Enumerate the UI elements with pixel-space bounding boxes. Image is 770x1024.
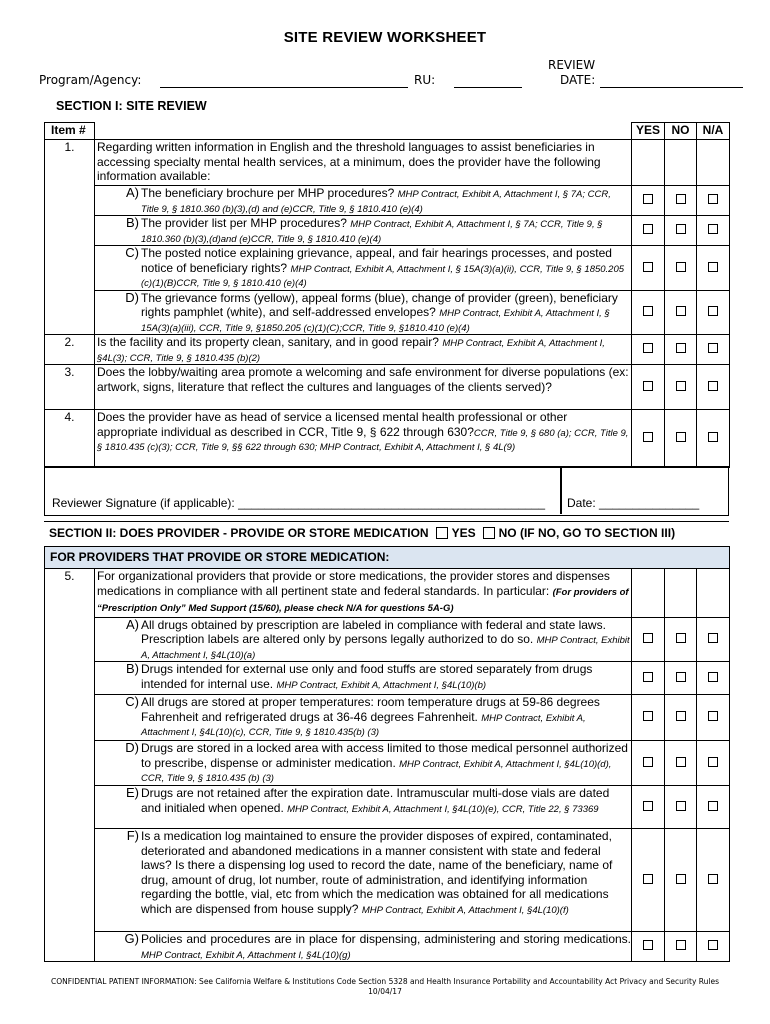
ru-field[interactable]: [454, 73, 522, 88]
date-label: DATE:: [560, 73, 596, 87]
divider: [44, 521, 729, 522]
q1d-ref: MHP Contract, Exhibit A, Attachment I, § 15A(3)(a)(iii), CCR, Title 9, §1850.205 (c)(1)(C);CCR, Title 9, §1810.410 (e)(4): [141, 308, 610, 334]
section2-no-label: NO (IF NO, GO TO SECTION III): [498, 526, 676, 540]
q1a-letter: A): [126, 185, 139, 200]
q1d-no-checkbox[interactable]: [676, 306, 686, 316]
q1-text: Regarding written information in English and the threshold languages to assist beneficiaries in accessing specialty mental health services, at a minimum, does the provider have the following information available:: [95, 140, 632, 186]
reviewer-signature-line[interactable]: Reviewer Signature (if applicable): ______________________________________________: [52, 496, 546, 510]
q5g-na-checkbox[interactable]: [708, 940, 718, 950]
section1-table: [44, 122, 730, 468]
q5g-row: [95, 932, 632, 962]
q2-yes-checkbox[interactable]: [643, 343, 653, 353]
q1a-text: The beneficiary brochure per MHP procedures?: [141, 186, 395, 200]
q4-number: 4.: [45, 410, 95, 468]
q4-yes-checkbox[interactable]: [643, 432, 653, 442]
q5e-row: [95, 786, 632, 829]
q5b-row: [95, 662, 632, 695]
q1b-na-checkbox[interactable]: [708, 224, 718, 234]
section2-heading: [49, 526, 675, 540]
q4-no-checkbox[interactable]: [676, 432, 686, 442]
q4-na-checkbox[interactable]: [708, 432, 718, 442]
q5-row: [95, 569, 632, 618]
q5f-letter: F): [126, 828, 139, 843]
q2-text: Is the facility and its property clean, sanitary, and in good repair?: [97, 335, 439, 349]
q5e-na-checkbox[interactable]: [708, 801, 718, 811]
q5b-text: Drugs intended for external use only and food stuffs are stored separately from drugs intended for internal use.: [141, 662, 593, 691]
q1d-row: [95, 290, 632, 335]
q5f-text: Is a medication log maintained to ensure the provider disposes of expired, contaminated, deteriorated and abandoned medications in a manner consistent with state and federal laws? Is there a dispensing log used to record the date, name of the beneficiary, name of drug, amount of drug, lot number, route of administration, and identifying information regarding the bottle, vial, etc from which the medication was obtained for all medications which are dispensed from house supply?: [141, 829, 613, 916]
q5a-yes-checkbox[interactable]: [643, 633, 653, 643]
q5d-na-checkbox[interactable]: [708, 757, 718, 767]
program-field[interactable]: [160, 73, 408, 88]
q1b-text: The provider list per MHP procedures?: [141, 216, 347, 230]
q5g-ref: MHP Contract, Exhibit A, Attachment I, §4L(10)(g): [141, 949, 351, 961]
col-no-header: NO: [665, 123, 697, 140]
q1b-ref: MHP Contract, Exhibit A, Attachment I, § 7A; CCR, Title 9, § 1810.360 (b)(3),(d)and (e)CCR, Title 9, § 1810.410 (e)(4): [141, 219, 603, 245]
q3-number: 3.: [45, 365, 95, 410]
q4-ref: CCR, Title 9, § 680 (a); CCR, Title 9, § 1810.435 (c)(3); CCR, Title 9, §§ 622 through 630; MHP Contract, Exhibit A, Attachment I, § 4L(9): [97, 427, 629, 453]
q5f-ref: MHP Contract, Exhibit A, Attachment I, §4L(10)(f): [361, 904, 569, 916]
q5c-row: [95, 695, 632, 741]
q1b-letter: B): [126, 215, 139, 230]
q1a-na-checkbox[interactable]: [708, 194, 718, 204]
q1b-yes-checkbox[interactable]: [643, 224, 653, 234]
section2-yes-checkbox[interactable]: [436, 527, 448, 539]
q5d-no-checkbox[interactable]: [676, 757, 686, 767]
q2-number: 2.: [45, 335, 95, 365]
footer-confidential: CONFIDENTIAL PATIENT INFORMATION: See California Welfare & Institutions Code Section 5328 and Health Insurance Portability and Accountability Act Privacy and Security Rules: [50, 977, 720, 986]
q1b-row: [95, 216, 632, 246]
q1c-row: [95, 246, 632, 291]
q5e-letter: E): [126, 785, 139, 800]
q1d-letter: D): [125, 289, 139, 305]
q5d-letter: D): [125, 740, 139, 755]
q5b-ref: MHP Contract, Exhibit A, Attachment I, §4L(10)(b): [276, 679, 487, 691]
section2-yes-label: YES: [451, 526, 476, 540]
col-na-header: N/A: [697, 123, 730, 140]
q1c-no-checkbox[interactable]: [676, 262, 686, 272]
q5e-no-checkbox[interactable]: [676, 801, 686, 811]
q1a-ref: MHP Contract, Exhibit A, Attachment I, § 7A; CCR, Title 9, § 1810.360 (b)(3),(d) and (e)CCR, Title 9, § 1810.410 (e)(4): [141, 189, 611, 215]
q5b-no-checkbox[interactable]: [676, 672, 686, 682]
q2-row: [95, 335, 632, 365]
q5d-row: [95, 741, 632, 786]
q5c-no-checkbox[interactable]: [676, 711, 686, 721]
q5b-yes-checkbox[interactable]: [643, 672, 653, 682]
q1c-text: The posted notice explaining grievance, appeal, and fair hearings processes, and posted notice of beneficiary rights?: [141, 246, 612, 275]
q5c-letter: C): [125, 694, 139, 709]
q5a-row: [95, 617, 632, 662]
col-yes-header: YES: [632, 123, 665, 140]
q1a-yes-checkbox[interactable]: [643, 194, 653, 204]
q5g-yes-checkbox[interactable]: [643, 940, 653, 950]
section2-heading-text: SECTION II: DOES PROVIDER - PROVIDE OR STORE MEDICATION: [49, 526, 429, 540]
q5g-letter: G): [124, 931, 139, 946]
signature-box: [44, 466, 729, 516]
section2-no-checkbox[interactable]: [483, 527, 495, 539]
q5c-na-checkbox[interactable]: [708, 711, 718, 721]
q5-note: (For providers of “Prescription Only” Med Support (15/60), please check N/A for questions 5A-G): [97, 586, 629, 614]
q5f-yes-checkbox[interactable]: [643, 874, 653, 884]
q3-na-checkbox[interactable]: [708, 381, 718, 391]
q1d-text: The grievance forms (yellow), appeal forms (blue), change of provider (green), beneficiary rights pamphlet (white), and self-addressed envelopes?: [141, 290, 618, 319]
medication-bar: FOR PROVIDERS THAT PROVIDE OR STORE MEDICATION:: [45, 547, 730, 569]
q3-no-checkbox[interactable]: [676, 381, 686, 391]
q1c-yes-checkbox[interactable]: [643, 262, 653, 272]
q5f-row: [95, 829, 632, 932]
q1a-row: [95, 186, 632, 216]
q3-text: Does the lobby/waiting area promote a welcoming and safe environment for diverse populations (ex: artwork, signs, literature that reflect the cultures and languages of the clients served)?: [95, 365, 632, 410]
q5-text: For organizational providers that provide or store medications, the provider stores and dispenses medications in compliance with all pertinent state and federal standards. In particular:: [97, 569, 610, 598]
q1d-na-checkbox[interactable]: [708, 306, 718, 316]
q5g-no-checkbox[interactable]: [676, 940, 686, 950]
date-field[interactable]: [600, 73, 743, 88]
q5e-ref: MHP Contract, Exhibit A, Attachment I, §4L(10)(e), CCR, Title 22, § 73369: [287, 803, 599, 815]
q2-ref: MHP Contract, Exhibit A, Attachment I, §4L(3); CCR, Title 9, § 1810.435 (b)(2): [97, 338, 605, 364]
q1c-letter: C): [125, 245, 139, 260]
q5d-ref: MHP Contract, Exhibit A, Attachment I, §4L(10)(d), CCR, Title 9, § 1810.435 (b) (3): [141, 758, 612, 784]
footer-date: 10/04/17: [368, 987, 402, 996]
q1b-no-checkbox[interactable]: [676, 224, 686, 234]
q5a-ref: MHP Contract, Exhibit A, Attachment I, §4L(10)(a): [141, 635, 630, 661]
review-label: REVIEW: [548, 58, 596, 72]
q2-na-checkbox[interactable]: [708, 343, 718, 353]
ru-label: RU:: [414, 73, 436, 87]
q5d-yes-checkbox[interactable]: [643, 757, 653, 767]
program-label: Program/Agency:: [39, 73, 142, 87]
page-title: SITE REVIEW WORKSHEET: [283, 29, 487, 46]
q5e-text: Drugs are not retained after the expiration date. Intramuscular multi-dose vials are dated and initialed when opened.: [141, 786, 610, 815]
q5d-text: Drugs are stored in a locked area with access limited to those medical personnel authorized to prescribe, dispense or administer medication.: [141, 741, 628, 770]
q1c-na-checkbox[interactable]: [708, 262, 718, 272]
q5a-no-checkbox[interactable]: [676, 633, 686, 643]
q5b-na-checkbox[interactable]: [708, 672, 718, 682]
footer: [0, 977, 770, 997]
q5c-ref: MHP Contract, Exhibit A, Attachment I, §4L(10)(c), CCR, Title 9, § 1810.435(b) (3): [141, 712, 586, 738]
q1a-no-checkbox[interactable]: [676, 194, 686, 204]
q3-yes-checkbox[interactable]: [643, 381, 653, 391]
col-item-header: Item #: [45, 123, 95, 140]
q5a-na-checkbox[interactable]: [708, 633, 718, 643]
q5c-yes-checkbox[interactable]: [643, 711, 653, 721]
q5-number: 5.: [45, 569, 95, 962]
q5a-text: All drugs obtained by prescription are labeled in compliance with federal and state laws. Prescription labels are altered only by persons legally authorized to do so.: [141, 617, 606, 646]
q5f-na-checkbox[interactable]: [708, 874, 718, 884]
signature-date-line[interactable]: Date: _______________: [567, 496, 700, 510]
q5c-text: All drugs are stored at proper temperatures: room temperature drugs at 59-86 degrees Fahrenheit and refrigerated drugs at 36-46 degrees Fahrenheit.: [141, 695, 600, 724]
q1d-yes-checkbox[interactable]: [643, 306, 653, 316]
q4-text: Does the provider have as head of service a licensed mental health professional or other appropriate individual as described in CCR, Title 9, § 622 through 630?: [97, 410, 568, 439]
q5g-text: Policies and procedures are in place for dispensing, administering and storing medications.: [141, 932, 631, 946]
q2-no-checkbox[interactable]: [676, 343, 686, 353]
q1-number: 1.: [45, 140, 95, 335]
q4-row: [95, 410, 632, 468]
section1-heading: SECTION I: SITE REVIEW: [56, 99, 207, 113]
q5b-letter: B): [126, 661, 139, 676]
q5a-letter: A): [126, 616, 139, 632]
q5e-yes-checkbox[interactable]: [643, 801, 653, 811]
q5f-no-checkbox[interactable]: [676, 874, 686, 884]
section2-table: [44, 546, 730, 962]
q1c-ref: MHP Contract, Exhibit A, Attachment I, § 15A(3)(a)(ii), CCR, Title 9, § 1850.205 (c)(1)(B)CCR, Title 9, § 1810.410 (e)(4): [141, 263, 625, 289]
